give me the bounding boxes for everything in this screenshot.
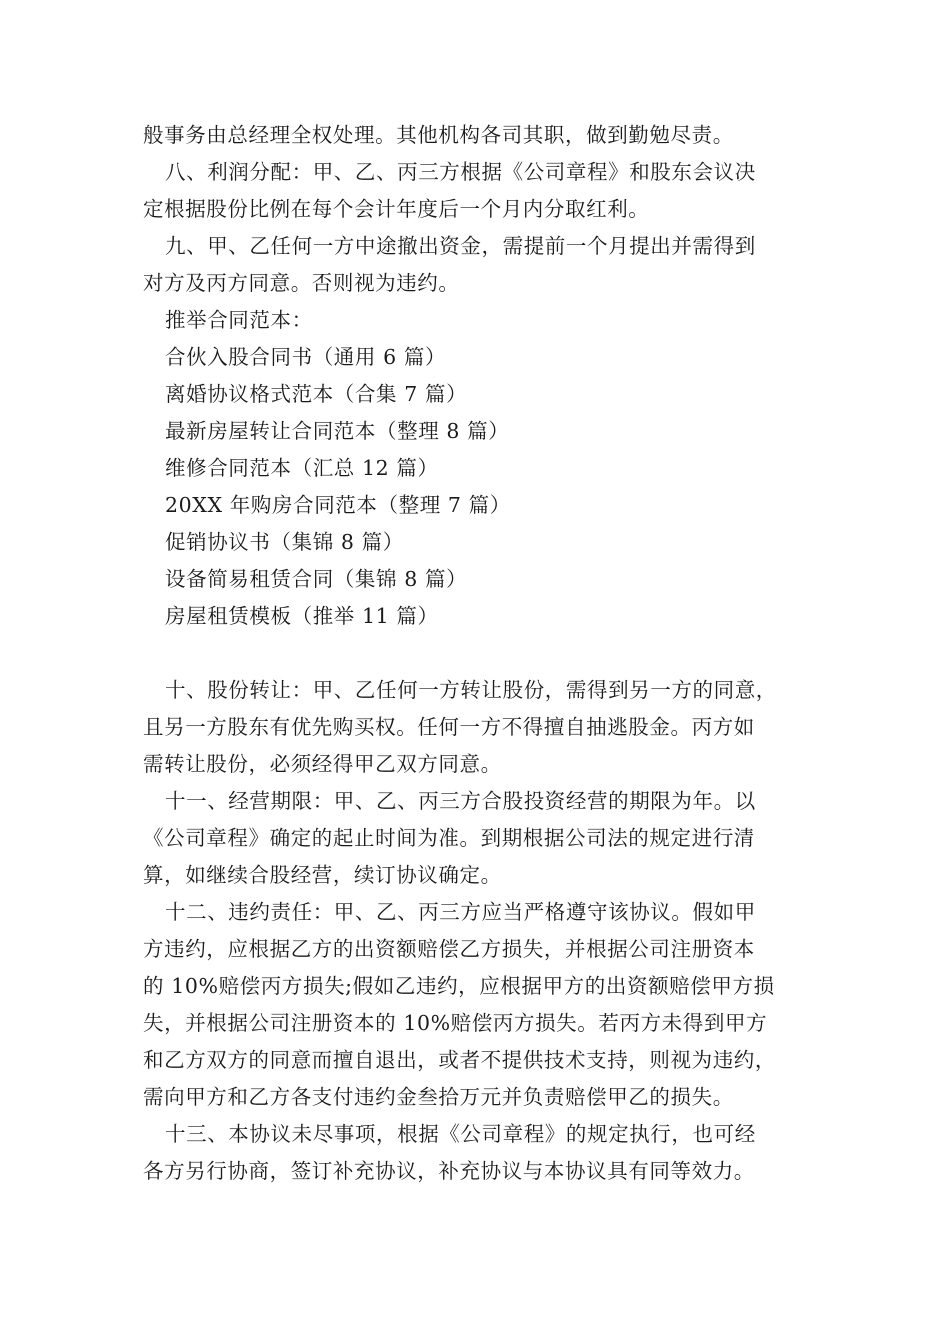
clause-9-line: 九、甲、乙任何一方中途撤出资金，需提前一个月提出并需得到 [165,234,756,258]
clause-11-line: 十一、经营期限：甲、乙、丙三方合股投资经营的期限为年。以 [165,789,756,813]
paragraph-line: 定根据股份比例在每个会计年度后一个月内分取红利。 [143,197,650,221]
document-body [143,117,843,1190]
paragraph-line: 需转让股份，必须经得甲乙双方同意。 [143,752,502,776]
clause-8-line: 八、利润分配：甲、乙、丙三方根据《公司章程》和股东会议决 [165,160,756,184]
paragraph-line: 且另一方股东有优先购买权。任何一方不得擅自抽逃股金。丙方如 [143,715,755,739]
recommend-link[interactable]: 离婚协议格式范本（合集 7 篇） [165,382,468,406]
recommend-heading: 推举合同范本： [165,308,313,332]
recommend-link[interactable]: 20XX 年购房合同范本（整理 7 篇） [165,493,511,517]
paragraph-line: 《公司章程》确定的起止时间为准。到期根据公司法的规定进行清 [143,826,755,850]
paragraph-line: 般事务由总经理全权处理。其他机构各司其职，做到勤勉尽责。 [143,123,734,147]
recommend-link[interactable]: 维修合同范本（汇总 12 篇） [165,456,439,480]
paragraph-line: 失，并根据公司注册资本的 10%赔偿丙方损失。若丙方未得到甲方 [143,1011,768,1035]
recommend-link[interactable]: 房屋租赁模板（推举 11 篇） [165,604,439,628]
clause-12-line: 十二、违约责任：甲、乙、丙三方应当严格遵守该协议。假如甲 [165,900,756,924]
paragraph-line: 对方及丙方同意。否则视为违约。 [143,271,460,295]
paragraph-line: 各方另行协商，签订补充协议，补充协议与本协议具有同等效力。 [143,1159,755,1183]
recommend-link[interactable]: 最新房屋转让合同范本（整理 8 篇） [165,419,510,443]
paragraph-line: 的 10%赔偿丙方损失;假如乙违约，应根据甲方的出资额赔偿甲方损 [143,974,775,998]
blank-line [143,635,843,672]
paragraph-line: 和乙方双方的同意而擅自退出，或者不提供技术支持，则视为违约， [143,1048,776,1072]
recommend-link[interactable]: 合伙入股合同书（通用 6 篇） [165,345,447,369]
paragraph-line: 需向甲方和乙方各支付违约金叁拾万元并负责赔偿甲乙的损失。 [143,1085,734,1109]
recommend-link[interactable]: 设备简易租赁合同（集锦 8 篇） [165,567,468,591]
clause-13-line: 十三、本协议未尽事项，根据《公司章程》的规定执行，也可经 [165,1122,756,1146]
paragraph-line: 算，如继续合股经营，续订协议确定。 [143,863,502,887]
recommend-link[interactable]: 促销协议书（集锦 8 篇） [165,530,404,554]
paragraph-line: 方违约，应根据乙方的出资额赔偿乙方损失，并根据公司注册资本 [143,937,755,961]
clause-10-line: 十、股份转让：甲、乙任何一方转让股份，需得到另一方的同意， [165,678,777,702]
